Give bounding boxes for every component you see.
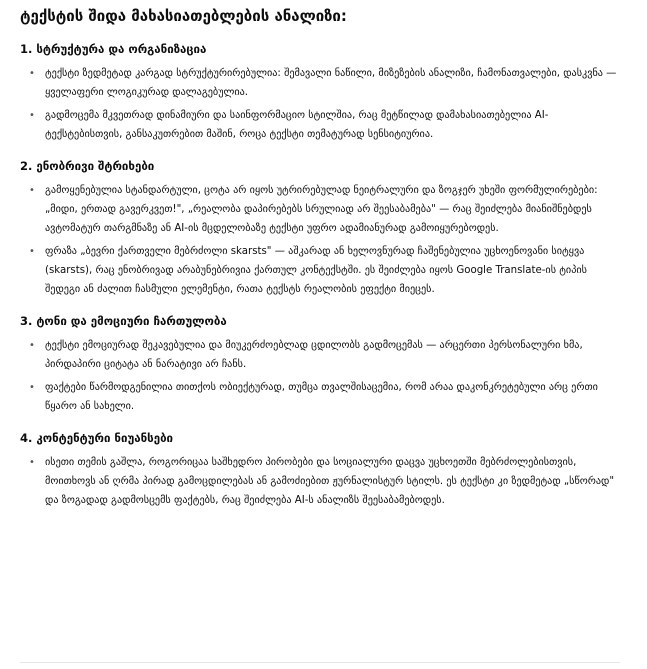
bullet-icon: •: [29, 185, 35, 196]
list-item: [20, 336, 623, 374]
section-heading: 2. ენობრივი შტრიხები: [20, 159, 155, 173]
section-heading: 4. კონტენტური ნიუანსები: [20, 431, 174, 445]
bullet-list: [20, 453, 623, 510]
bullet-list: [20, 64, 623, 144]
bullet-list: [20, 181, 623, 299]
section-tone: [20, 313, 623, 416]
list-item: [20, 453, 623, 510]
section-content: [20, 430, 623, 510]
bullet-icon: •: [29, 382, 35, 393]
list-item: [20, 106, 623, 144]
list-item-text: ტექსტი ემოციურად შეკავებულია და მიუკერძოებლად ცდილობს გადმოცემას — არცერთი პერსონალური ხმა, პირდაპირი ციტატა ან ნარატივი არ ჩანს.: [45, 340, 583, 370]
list-item: [20, 378, 623, 416]
list-item-text: ტექსტი ზედმეტად კარგად სტრუქტურირებულია: შემავალი ნაწილი, მიზეზების ანალიზი, ჩამონათვალები, დასკვნა — ყველაფერი ლოგიკურად დალაგებულია.: [45, 68, 617, 98]
section-structure: [20, 41, 623, 144]
list-item-text: ფაქტები წარმოდგენილია თითქოს ობიექტურად, თუმცა თვალშისაცემია, რომ არაა დაკონკრეტებული არც ერთი წყარო ან სახელი.: [45, 382, 598, 412]
list-item-text: ისეთი თემის გაშლა, როგორიცაა საშხედრო პირობები და სოციალური დაცვა უცხოეთში მებრძოლებისთვის, მოითხოვს ან ღრმა პირად გამოცდილებას ან გამოძიებით ჟურნალისტურ სტილს. ეს ტექსტი კი ზედმეტად „სწორად" და ზოგადად გადმოსცემს ფაქტებს, რაც შეიძლება AI-ს ანალიზს შეესაბამებოდეს.: [45, 457, 615, 506]
bullet-icon: •: [29, 68, 35, 79]
bullet-icon: •: [29, 457, 35, 468]
section-heading: 3. ტონი და ემოციური ჩართულობა: [20, 314, 227, 328]
section-heading: 1. სტრუქტურა და ორგანიზაცია: [20, 42, 207, 56]
bullet-icon: •: [29, 110, 35, 121]
bullet-icon: •: [29, 246, 35, 257]
page-title: ტექსტის შიდა მახასიათებლების ანალიზი:: [20, 7, 347, 25]
list-item: [20, 64, 623, 102]
list-item: [20, 181, 623, 238]
list-item: [20, 242, 623, 299]
divider: [20, 662, 620, 663]
bullet-icon: •: [29, 340, 35, 351]
list-item-text: გამოყენებულია სტანდარტული, ცოტა არ იყოს უტრირებულად ნეიტრალური და ზოგჯერ უხეში ფორმულირებები: „მიდი, ერთად გავერკვეთ!", „რეალობა დაპირებებს სრულიად არ შეესაბამება" — რაც შეიძლება მიანიშნებდეს ავტომატურ თარგმნაზე ან AI-ის მცდელობაზე ტექსტი უფრო ადამიანურად გამოიყურებოდეს.: [45, 185, 598, 234]
section-language: [20, 158, 623, 299]
list-item-text: ფრაზა „ბევრი ქართველი მებრძოლი skarsts" — აშკარად ან ხელოვნურად ჩაშენებულია უცხოენოვანი სიტყვა (skarsts), რაც ენობრივად არაბუნებრივია ქართულ კონტექსტში. ეს შეიძლება იყოს Google Translate-ის ტიპის შედეგი ან ძალით ჩასმული ელემენტი, რათა ტექსტს რეალობის ეფექტი მიეცეს.: [45, 246, 587, 295]
bullet-list: [20, 336, 623, 416]
list-item-text: გადმოცემა მკვეთრად დინამიური და საინფორმაციო სტილშია, რაც მეტწილად დამახასიათებელია AI-ტექსტებისთვის, განსაკუთრებით მაშინ, როცა ტექსტი თემატურად სენსიტიურია.: [45, 110, 549, 140]
